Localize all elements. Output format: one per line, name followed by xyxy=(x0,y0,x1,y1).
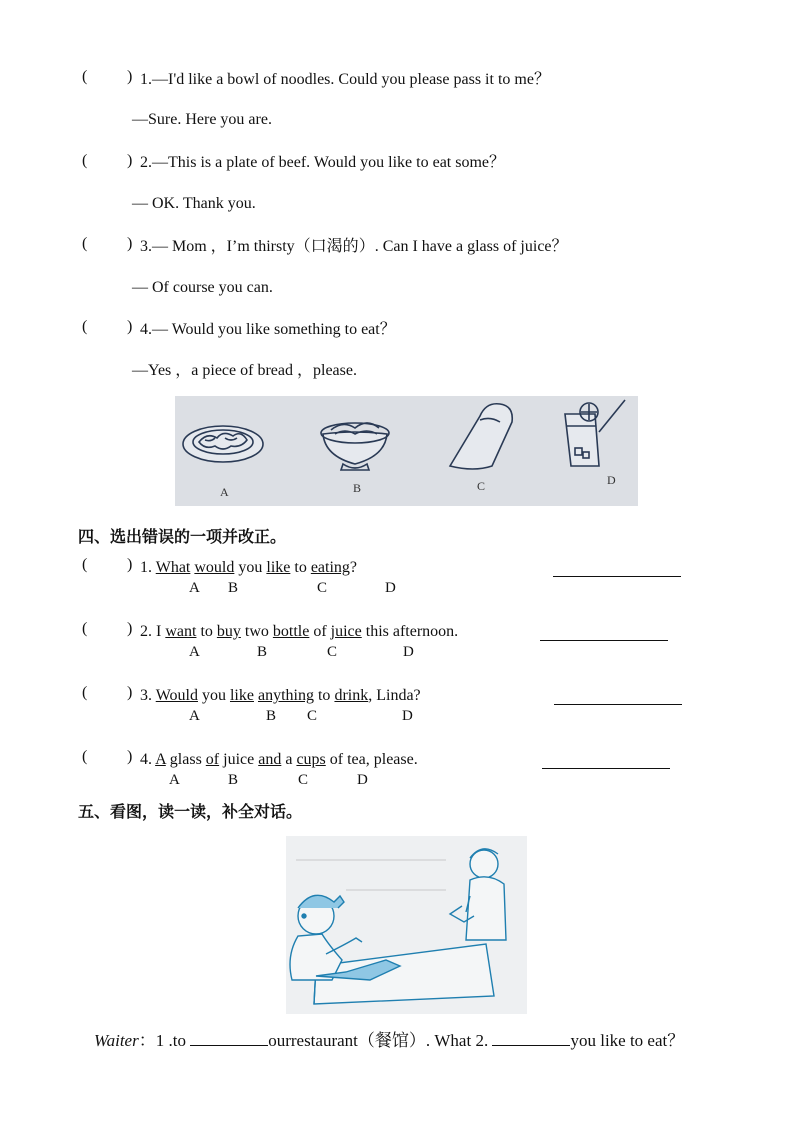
error-sentence-2: 2. I want to buy two bottle of juice this afternoon. xyxy=(140,623,459,640)
option-d: juice xyxy=(330,623,362,640)
answer-bracket-right: ) xyxy=(127,684,133,701)
question-3-text: 3.— Mom ，I’m thirsty（ xyxy=(140,238,311,255)
error-sentence-4: 4. A glass of juice and a cups of tea, please. xyxy=(140,751,418,768)
option-a: What xyxy=(155,559,191,576)
answer-bracket-right: ) xyxy=(127,68,133,85)
option-b: buy xyxy=(216,623,241,640)
correction-blank-3[interactable] xyxy=(554,704,682,705)
dialogue-text: ourrestaurant（ xyxy=(268,1031,375,1050)
option-letters-1 xyxy=(0,580,794,598)
answer-4: —Yes ，a piece of bread ，please. xyxy=(132,362,357,379)
food-picture xyxy=(175,396,638,506)
letter-b: B xyxy=(257,644,268,660)
option-c: and xyxy=(258,751,282,768)
answer-2: — OK. Thank you. xyxy=(132,195,256,212)
item-number: 2. xyxy=(140,623,152,640)
error-sentence-1: 1. What would you like to eating? xyxy=(140,559,358,576)
answer-bracket-left: ( xyxy=(82,152,88,169)
letter-c: C xyxy=(317,580,328,596)
answer-bracket-left: ( xyxy=(82,68,88,85)
answer-bracket-right: ) xyxy=(127,556,133,573)
correction-blank-2[interactable] xyxy=(540,640,668,641)
item-number: 1. xyxy=(140,559,152,576)
option-d: drink xyxy=(334,687,369,704)
answer-bracket-right: ) xyxy=(127,235,133,252)
letter-d: D xyxy=(403,644,414,660)
fill-blank-1[interactable] xyxy=(190,1031,268,1046)
option-a: A xyxy=(155,751,166,768)
question-3-chinese-gloss: 口渴的 xyxy=(310,236,359,255)
dialogue-text: ：1 .to xyxy=(138,1031,191,1050)
option-b: of xyxy=(205,751,220,768)
dialogue-text: ）. What 2. xyxy=(408,1031,493,1050)
dialogue-line-waiter xyxy=(94,1031,684,1051)
letter-d: D xyxy=(357,772,368,788)
answer-bracket-left: ( xyxy=(82,684,88,701)
option-a: want xyxy=(165,623,197,640)
picture-label-b: B xyxy=(353,481,362,495)
answer-3: — Of course you can. xyxy=(132,279,273,296)
letter-d: D xyxy=(385,580,396,596)
dialogue-chinese-gloss: 餐馆 xyxy=(374,1031,409,1051)
section-4-heading: 四、选出错误的一项并改正。 xyxy=(78,527,287,546)
letter-a: A xyxy=(169,772,180,788)
question-4: 4.— Would you like something to eat？ xyxy=(140,321,396,338)
letter-a: A xyxy=(189,580,200,596)
option-d: eating xyxy=(310,559,350,576)
dialogue-text: you like to eat？ xyxy=(570,1031,685,1050)
option-b: would xyxy=(194,559,235,576)
correction-blank-4[interactable] xyxy=(542,768,670,769)
answer-bracket-left: ( xyxy=(82,748,88,765)
error-sentence-3: 3. Would you like anything to drink, Linda? xyxy=(140,687,421,704)
answer-1: —Sure. Here you are. xyxy=(132,111,272,128)
letter-b: B xyxy=(228,580,239,596)
answer-bracket-left: ( xyxy=(82,235,88,252)
answer-bracket-right: ) xyxy=(127,620,133,637)
item-number: 3. xyxy=(140,687,152,704)
question-3 xyxy=(140,236,568,257)
option-c: bottle xyxy=(272,623,310,640)
option-letters-2 xyxy=(0,644,794,662)
letter-d: D xyxy=(402,708,413,724)
option-b: like xyxy=(229,687,254,704)
option-c: anything xyxy=(257,687,314,704)
answer-bracket-left: ( xyxy=(82,318,88,335)
picture-label-a: A xyxy=(220,485,229,499)
letter-c: C xyxy=(307,708,318,724)
question-1: 1.—I'd like a bowl of noodles. Could you please pass it to me？ xyxy=(140,71,550,88)
answer-bracket-right: ) xyxy=(127,748,133,765)
item-number: 4. xyxy=(140,751,152,768)
speaker-label: Waiter xyxy=(94,1031,139,1050)
question-3-text-end: ）. Can I have a glass of juice？ xyxy=(358,238,568,255)
restaurant-picture xyxy=(286,836,527,1014)
section-5-heading: 五、看图，读一读，补全对话。 xyxy=(78,802,303,821)
option-letters-4 xyxy=(0,772,794,790)
picture-label-d: D xyxy=(607,473,616,487)
correction-blank-1[interactable] xyxy=(553,576,681,577)
option-c: like xyxy=(266,559,291,576)
letter-b: B xyxy=(228,772,239,788)
letter-a: A xyxy=(189,644,200,660)
question-2: 2.—This is a plate of beef. Would you like to eat some？ xyxy=(140,154,506,171)
answer-bracket-right: ) xyxy=(127,318,133,335)
picture-label-c: C xyxy=(477,479,486,493)
letter-c: C xyxy=(298,772,309,788)
answer-bracket-left: ( xyxy=(82,620,88,637)
option-d: cups xyxy=(296,751,326,768)
letter-c: C xyxy=(327,644,338,660)
letter-a: A xyxy=(189,708,200,724)
answer-bracket-left: ( xyxy=(82,556,88,573)
fill-blank-2[interactable] xyxy=(492,1031,570,1046)
answer-bracket-right: ) xyxy=(127,152,133,169)
option-letters-3 xyxy=(0,708,794,726)
option-a: Would xyxy=(155,687,198,704)
letter-b: B xyxy=(266,708,277,724)
